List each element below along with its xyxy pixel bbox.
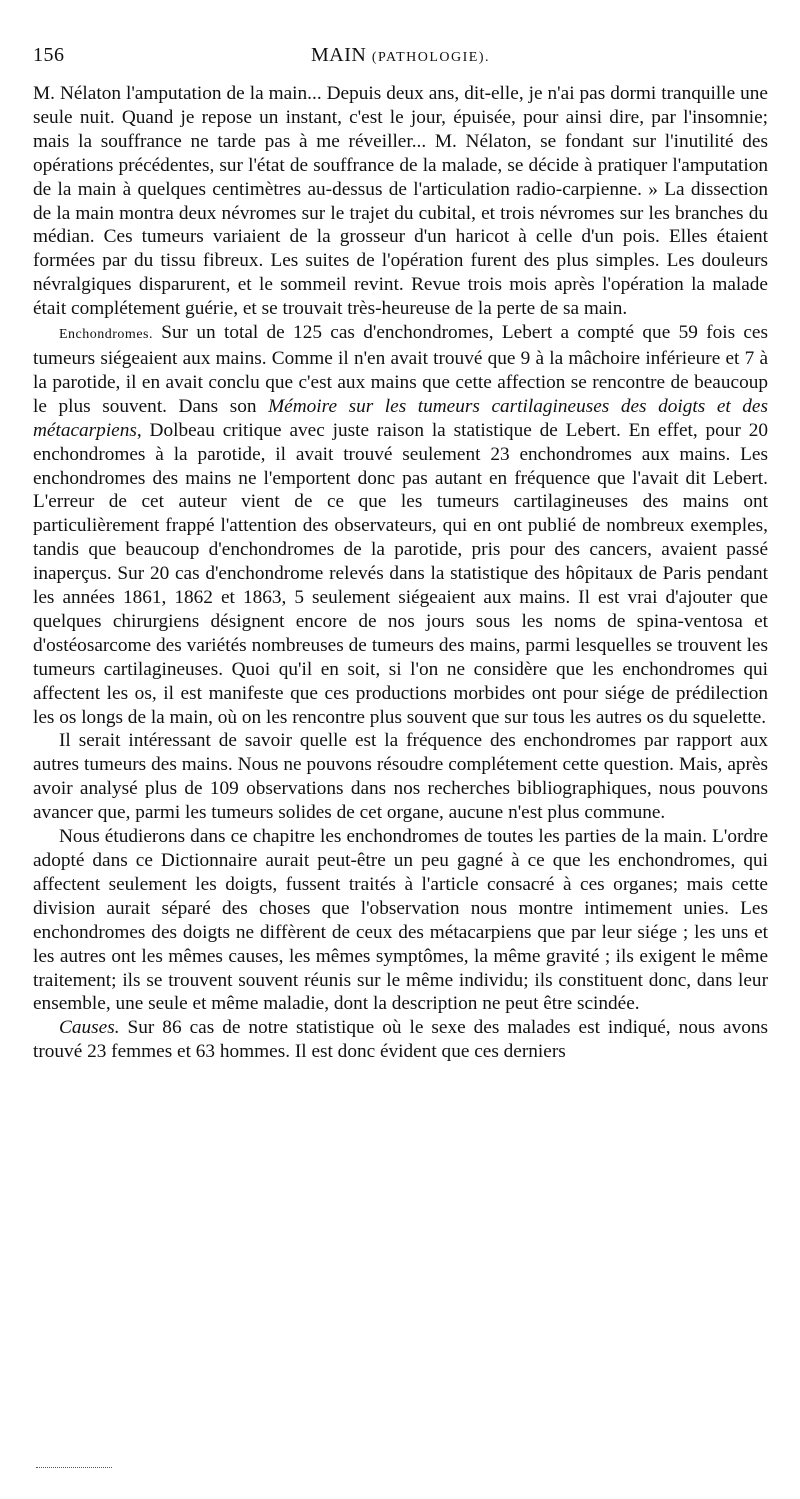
paragraph-frequency: Il serait intéressant de savoir quelle est la fréquence des enchondromes par rapport aux autres tumeurs des mains. Nous ne pouvons résoudre complétement cette question. Mais, après avoir analysé plus de 109 observations dans nos recherches bibliographiques, nous pouvons avancer que, parmi les tumeurs solides de cet organe, aucune n'est plus commune. [33,730,768,824]
running-title-main: MAIN [311,44,367,66]
section-heading-enchondromes: Enchondromes. [59,327,153,343]
body-text [33,82,768,1064]
running-title-subtitle: (PATHOLOGIE). [371,50,490,65]
section-heading-causes: Causes. [59,1017,120,1039]
paragraph-text: Sur un total de 125 cas d'enchondromes, Lebert a compté que 59 fois ces tumeurs siégeaient aux mains. Comme il n'en avait trouvé que 9 à la mâchoire inférieure et 7 à la parotide, il en avait conclu que c'est aux mains que cette affection se rencontre de beaucoup le plus souvent. Dans son [33,322,768,417]
footer-rule [36,1467,112,1468]
paragraph-text: , Dolbeau critique avec juste raison la statistique de Lebert. En effet, pour 20 enchondromes à la parotide, il avait trouvé seulement 23 enchondromes aux mains. Les enchondromes des mains ne l'emportent donc pas autant en fréquence que l'avait dit Lebert. L'erreur de cet auteur vient de ce que les tumeurs cartilagineuses des mains ont particulièrement frappé l'attention des observateurs, qui en ont publié de nombreux exemples, tandis que beaucoup d'enchondromes de la parotide, pris pour des cancers, avaient passé inaperçus. Sur 20 cas d'enchondrome relevés dans la statistique des hôpitaux de Paris pendant les années 1861, 1862 et 1863, 5 seulement siégeaient aux mains. Il est vrai d'ajouter que quelques chirurgiens désignent encore de nos jours sous les noms de spina-ventosa et d'ostéosarcome des variétés nombreuses de tumeurs des mains, parmi lesquelles se trouvent les tumeurs cartilagineuses. Quoi qu'il en soit, si l'on ne considère que les enchondromes qui affectent les os, il est manifeste que ces productions morbides ont pour siége de prédilection les os longs de la main, où on les rencontre plus souvent que sur tous les autres os du squelette. [33,419,768,728]
paragraph-continuation: M. Nélaton l'amputation de la main... Depuis deux ans, dit-elle, je n'ai pas dormi tranquille une seule nuit. Quand je repose un instant, c'est le jour, épuisée, pour ainsi dire, par l'insomnie; mais la souffrance ne tarde pas à me réveiller... M. Nélaton, se fondant sur l'inutilité des opérations précédentes, sur l'état de souffrance de la malade, se décide à pratiquer l'amputation de la main à quelques centimètres au-dessus de l'articulation radio-carpienne. » La dissection de la main montra deux névromes sur le trajet du cubital, et trois névromes sur les branches du médian. Ces tumeurs variaient de la grosseur d'un haricot à celle d'un pois. Elles étaient formées par du tissu fibreux. Les suites de l'opération furent des plus simples. Les douleurs névralgiques disparurent, et le sommeil revint. Revue trois mois après l'opération la malade était complétement guérie, et se trouvait très-heureuse de la perte de sa main. [33,83,768,320]
paragraph-text: Sur 86 cas de notre statistique où le sexe des malades est indiqué, nous avons trouvé 23 femmes et 63 hommes. Il est donc évident que ces derniers [33,1017,768,1063]
running-title [33,44,768,67]
running-header [33,44,768,82]
document-page [33,44,768,1064]
paragraph-chapter-scope: Nous étudierons dans ce chapitre les enchondromes de toutes les parties de la main. L'ordre adopté dans ce Dictionnaire aurait peut-être un peu gagné à ce que les enchondromes, qui affectent seulement les doigts, fussent traités à l'article consacré à ces organes; mais cette division aurait séparé des choses que l'observation nous montre intimement unies. Les enchondromes des doigts ne diffèrent de ceux des métacarpiens que par leur siége ; les uns et les autres ont les mêmes causes, les mêmes symptômes, la même gravité ; ils exigent le même traitement; ils se trouvent souvent réunis sur le même individu; ils constituent donc, dans leur ensemble, une seule et même maladie, dont la description ne peut être scindée. [33,826,768,1015]
page-number: 156 [33,44,65,66]
work-title: Mémoire sur les tumeurs cartilagineuses des doigts et des métacarpiens [33,395,768,441]
paragraph-causes [33,1016,768,1064]
paragraph-enchondromes [33,321,768,729]
